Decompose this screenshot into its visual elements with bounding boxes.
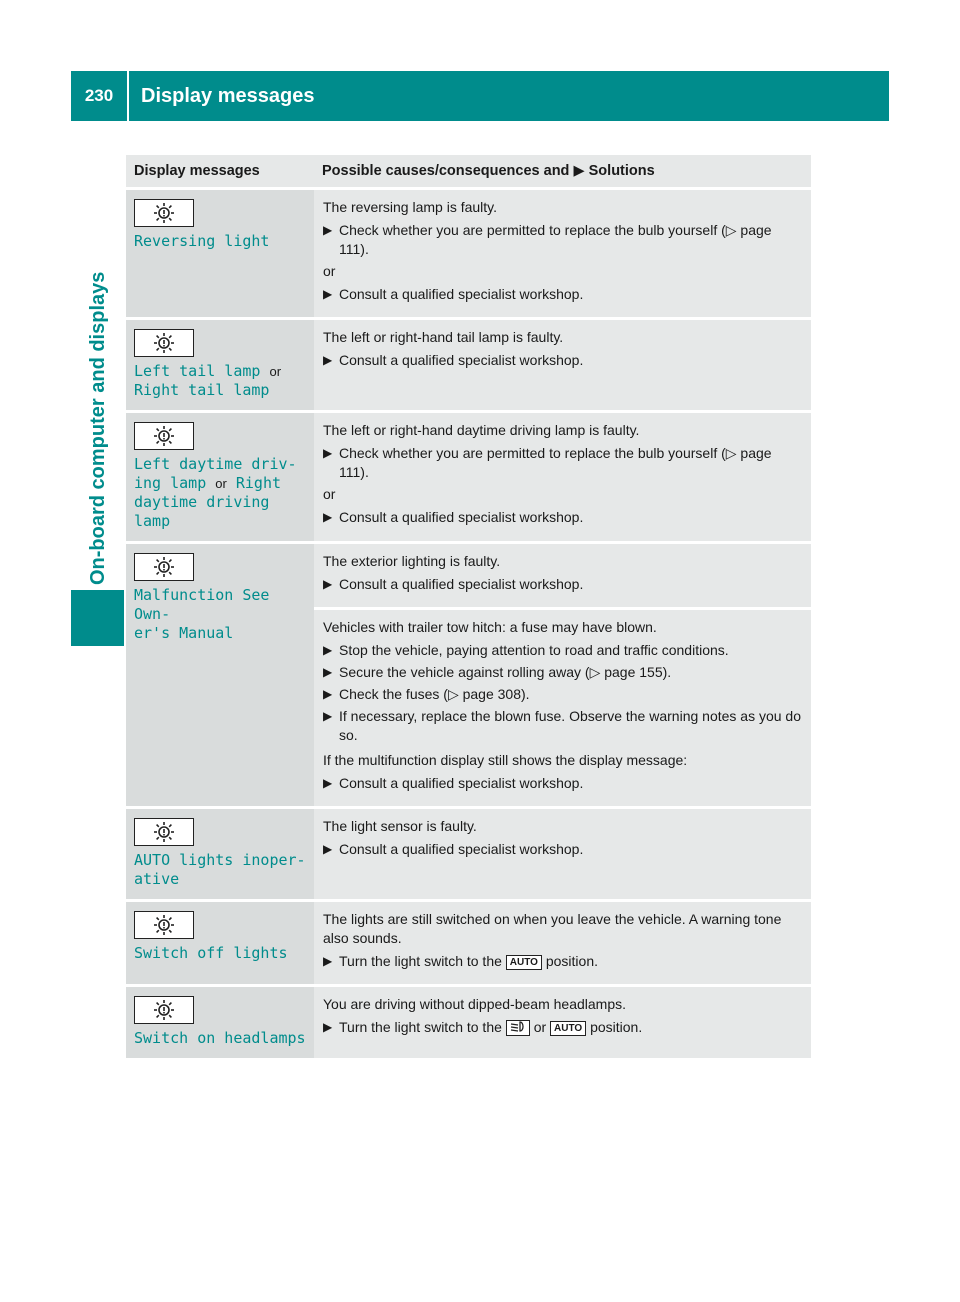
step-arrow-icon: ▶: [323, 446, 333, 460]
display-message-text: ing lamp or Right: [134, 474, 282, 492]
message-cell: [126, 809, 314, 899]
step-arrow-icon: ▶: [323, 709, 333, 723]
exterior-lamp-warning-icon: [134, 996, 194, 1024]
solution-cell: [314, 544, 811, 607]
message-cell: [126, 190, 314, 317]
message-cell: [126, 413, 314, 541]
display-message-text: daytime driving lamp: [134, 493, 270, 530]
solution-cell: [314, 809, 811, 899]
solution-step: ▶ Check whether you are permitted to replace the bulb yourself (▷ page 111).: [323, 222, 772, 257]
step-arrow-icon: ▶: [323, 687, 333, 701]
page-title: Display messages: [141, 85, 315, 107]
cause-text: The lights are still switched on when you leave the vehicle. A warning tone also sounds.: [323, 911, 782, 946]
solution-cell: [314, 902, 811, 984]
table-row: [126, 413, 811, 541]
column-header-display-messages: Display messages: [126, 155, 314, 187]
display-message-text: er's Manual: [134, 624, 234, 642]
page-number: 230: [84, 86, 114, 105]
solution-cell: [314, 320, 811, 410]
solution-arrow-icon: ▶: [573, 163, 585, 179]
cause-text: The exterior lighting is faulty.: [323, 553, 501, 569]
or-text: or: [323, 486, 336, 502]
table-row: [126, 320, 811, 410]
cause-text: The left or right-hand tail lamp is faulty.: [323, 329, 564, 345]
side-tab-marker: [71, 590, 124, 646]
solution-step: ▶ Consult a qualified specialist workshop.: [323, 509, 584, 525]
dipped-beam-icon: [506, 1020, 530, 1036]
step-arrow-icon: ▶: [323, 223, 333, 237]
display-message-text: AUTO lights inoper-: [134, 851, 306, 869]
solution-cell: [314, 987, 811, 1058]
display-message-text: Left daytime driv-: [134, 455, 297, 473]
step-arrow-icon: ▶: [323, 842, 333, 856]
solution-step: ▶ Secure the vehicle against rolling away (▷ page 155).: [323, 664, 672, 680]
display-message-text: Switch on headlamps: [134, 1029, 306, 1047]
message-cell: [126, 987, 314, 1058]
solution-cell: [314, 610, 811, 806]
step-arrow-icon: ▶: [323, 1020, 333, 1034]
solution-step: ▶ If necessary, replace the blown fuse. Observe the warning notes as you do so.: [323, 708, 801, 743]
message-cell: [126, 320, 314, 410]
step-arrow-icon: ▶: [323, 643, 333, 657]
table-row: [126, 987, 811, 1058]
step-arrow-icon: ▶: [323, 665, 333, 679]
solution-step: ▶ Check whether you are permitted to replace the bulb yourself (▷ page 111).: [323, 445, 772, 480]
table-row: [126, 809, 811, 899]
solution-step: ▶ Turn the light switch to the or AUTO position.: [323, 1019, 643, 1035]
step-arrow-icon: ▶: [323, 510, 333, 524]
exterior-lamp-warning-icon: [134, 911, 194, 939]
cause-text: The left or right-hand daytime driving lamp is faulty.: [323, 422, 640, 438]
exterior-lamp-warning-icon: [134, 329, 194, 357]
page-header: [71, 71, 889, 121]
table-header-row: [126, 155, 811, 187]
solution-step: ▶ Stop the vehicle, paying attention to road and traffic conditions.: [323, 642, 729, 658]
table-row: [126, 902, 811, 984]
solution-step: ▶ Consult a qualified specialist workshop.: [323, 576, 584, 592]
solution-step: ▶ Consult a qualified specialist workshop.: [323, 352, 584, 368]
step-arrow-icon: ▶: [323, 954, 333, 968]
display-message-text: Left tail lamp or: [134, 362, 282, 380]
display-messages-table: [126, 152, 811, 1061]
exterior-lamp-warning-icon: [134, 422, 194, 450]
cause-text: You are driving without dipped-beam headlamps.: [323, 996, 627, 1012]
auto-light-icon: AUTO: [550, 1021, 586, 1036]
column-header-solutions: Possible causes/consequences and ▶ Solutions: [314, 155, 811, 187]
or-text: or: [323, 263, 336, 279]
display-message-text: Right tail lamp: [134, 381, 270, 399]
table-row: [126, 544, 811, 607]
message-cell: [126, 902, 314, 984]
solution-cell: [314, 413, 811, 541]
cause-text: The light sensor is faulty.: [323, 818, 477, 834]
note-text: If the multifunction display still shows the display message:: [323, 752, 688, 768]
solution-cell: [314, 190, 811, 317]
table-row: [126, 190, 811, 317]
display-message-text: Reversing light: [134, 232, 270, 250]
step-arrow-icon: ▶: [323, 577, 333, 591]
display-message-text: ative: [134, 870, 180, 888]
display-message-text: Malfunction See Own-: [134, 586, 270, 623]
auto-light-icon: AUTO: [506, 955, 542, 970]
exterior-lamp-warning-icon: [134, 199, 194, 227]
section-side-title: On-board computer and displays: [87, 271, 109, 585]
cause-text: The reversing lamp is faulty.: [323, 199, 498, 215]
solution-step: ▶ Consult a qualified specialist workshop.: [323, 775, 584, 791]
step-arrow-icon: ▶: [323, 776, 333, 790]
step-arrow-icon: ▶: [323, 353, 333, 367]
solution-step: ▶ Turn the light switch to the AUTO position.: [323, 953, 598, 969]
solution-step: ▶ Consult a qualified specialist workshop.: [323, 286, 584, 302]
solution-step: ▶ Consult a qualified specialist workshop.: [323, 841, 584, 857]
solution-step: ▶ Check the fuses (▷ page 308).: [323, 686, 530, 702]
header-divider: [127, 71, 129, 121]
display-message-text: Switch off lights: [134, 944, 288, 962]
step-arrow-icon: ▶: [323, 287, 333, 301]
message-cell: [126, 544, 314, 806]
cause-text: Vehicles with trailer tow hitch: a fuse may have blown.: [323, 619, 657, 635]
exterior-lamp-warning-icon: [134, 553, 194, 581]
exterior-lamp-warning-icon: [134, 818, 194, 846]
